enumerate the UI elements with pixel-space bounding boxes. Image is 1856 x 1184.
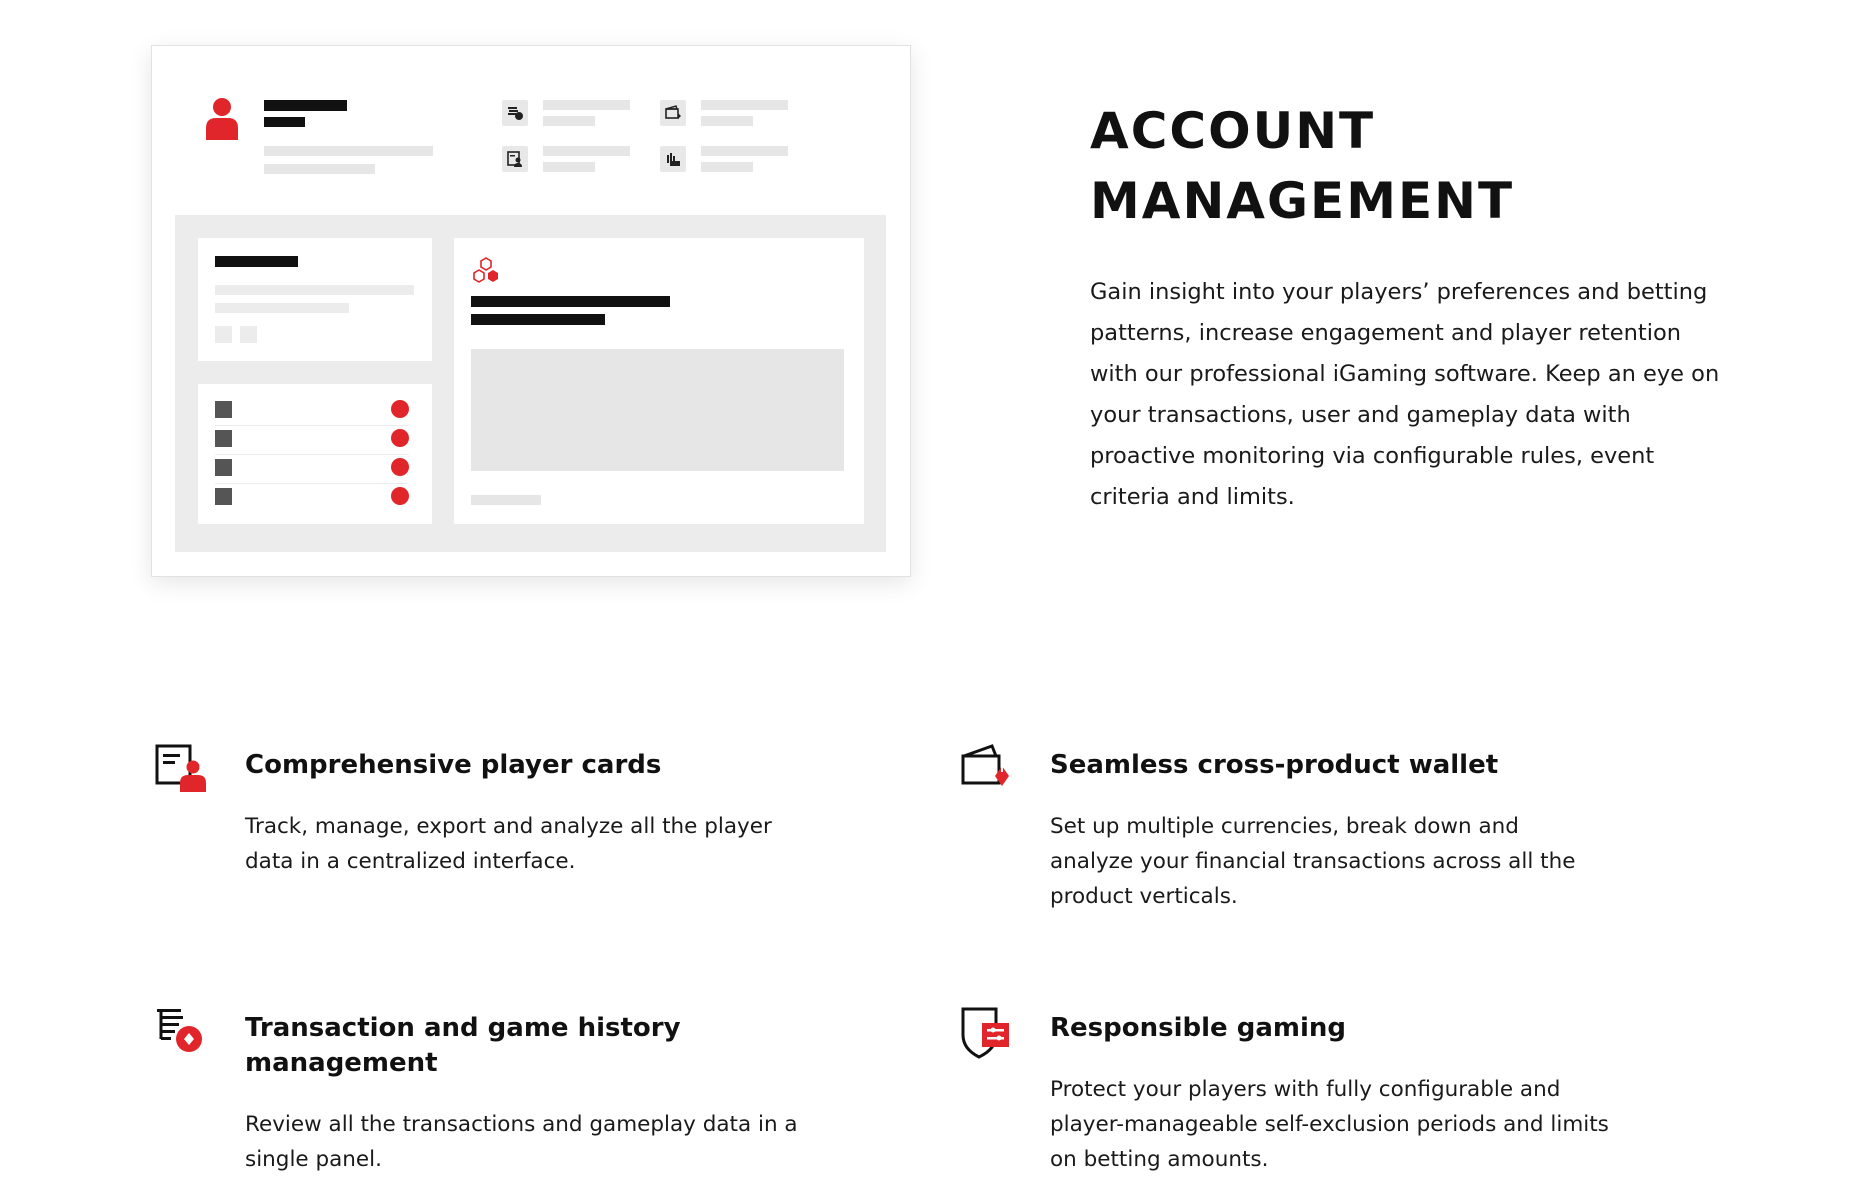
status-dot [391, 400, 409, 418]
game-detail-card [454, 238, 864, 524]
profile-subname-bar [264, 117, 305, 127]
page-title [1090, 96, 1790, 236]
status-list [198, 384, 432, 524]
feature-title: Seamless cross-product wallet [1050, 750, 1499, 780]
game-subtitle-bar [471, 314, 605, 325]
row-divider [215, 425, 409, 426]
feature-title [245, 1011, 681, 1081]
status-dot [391, 458, 409, 476]
stat-line [543, 162, 595, 172]
feature-description: Set up multiple currencies, break down and analyze your financial transactions across all the product verticals. [1050, 814, 1576, 909]
stat-line [543, 146, 630, 156]
stat-line [543, 116, 595, 126]
shield-icon [960, 1005, 1012, 1061]
status-dot [391, 429, 409, 447]
coins-icon [502, 100, 528, 126]
list-item-square [215, 430, 232, 447]
stat-line [701, 146, 788, 156]
game-footer-line [471, 495, 541, 505]
intro-text: Gain insight into your players’ preferences and betting patterns, increase engagement and player retention with our professional iGaming software. Keep an eye on your transactions, user and gameplay data with proactive monitoring via configurable rules, event criteria and limits. [1090, 279, 1720, 510]
feature-title: Responsible gaming [1050, 1013, 1346, 1043]
list-item-square [215, 401, 232, 418]
row-divider [215, 483, 409, 484]
stat-line [701, 162, 753, 172]
summary-line [215, 285, 414, 295]
feature-title-line1: Transaction and game history [245, 1013, 681, 1043]
stat-line [701, 116, 753, 126]
wallet-icon [960, 742, 1012, 794]
transaction-history-icon [155, 1005, 207, 1057]
feature-description: Review all the transactions and gameplay data in a single panel. [245, 1112, 798, 1172]
game-image-placeholder [471, 349, 844, 471]
summary-chip [240, 326, 257, 343]
feature-description: Protect your players with fully configurable and player-manageable self-exclusion periods and limits on betting amounts. [1050, 1077, 1609, 1172]
list-item-square [215, 488, 232, 505]
feature-description: Track, manage, export and analyze all the player data in a centralized interface. [245, 814, 772, 874]
user-avatar-icon [204, 96, 240, 140]
summary-chip [215, 326, 232, 343]
stat-line [701, 100, 788, 110]
wallet-icon [660, 100, 686, 126]
feature-title-line2: management [245, 1048, 438, 1078]
hexagon-cluster-icon [471, 257, 501, 285]
page-title-line1: ACCOUNT [1090, 102, 1376, 160]
row-divider [215, 454, 409, 455]
hand-chart-icon [660, 146, 686, 172]
summary-title-bar [215, 256, 298, 267]
summary-card [198, 238, 432, 361]
player-card-icon [155, 743, 207, 795]
status-dot [391, 487, 409, 505]
stat-line [543, 100, 630, 110]
profile-name-bar [264, 100, 347, 111]
game-title-bar [471, 296, 670, 307]
account-dashboard-illustration [151, 45, 911, 577]
player-card-icon [502, 146, 528, 172]
profile-line [264, 164, 375, 174]
feature-title: Comprehensive player cards [245, 750, 662, 780]
page-title-line2: MANAGEMENT [1090, 172, 1515, 230]
profile-line [264, 146, 433, 156]
summary-line [215, 303, 349, 313]
dashboard-panel [175, 215, 886, 552]
list-item-square [215, 459, 232, 476]
